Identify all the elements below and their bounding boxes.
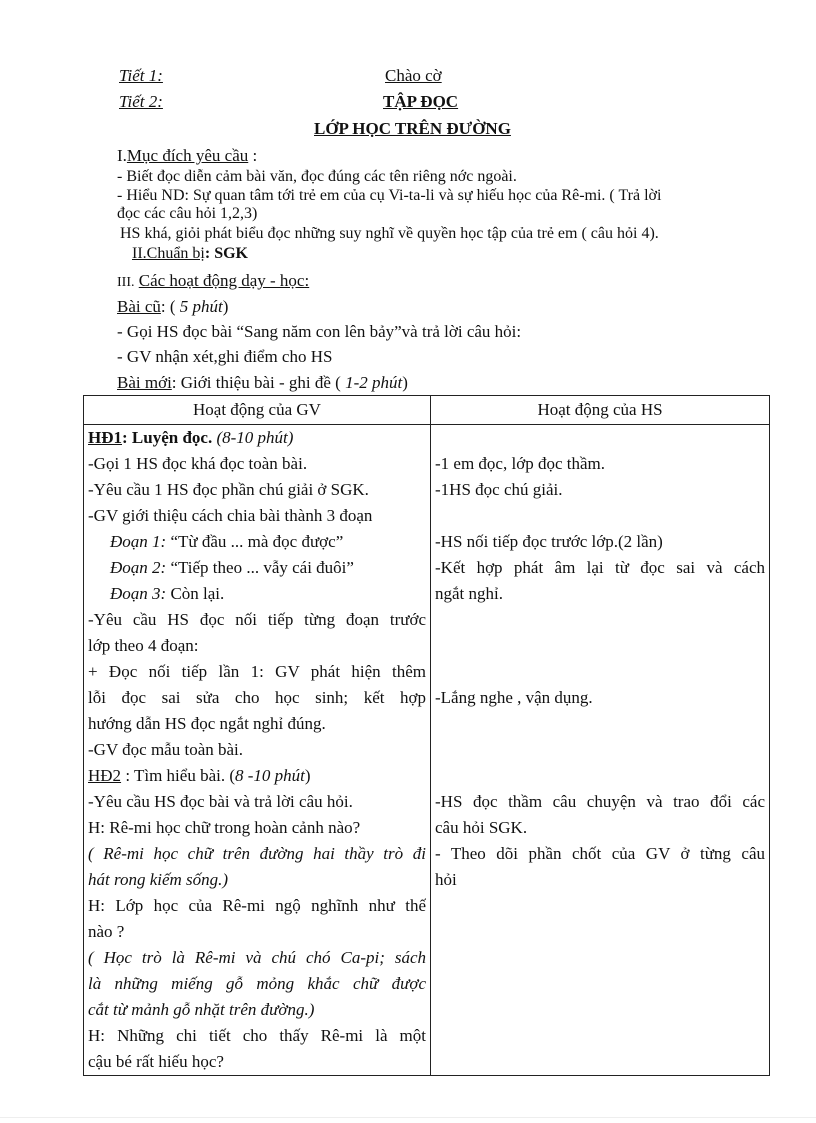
activity-table (83, 395, 770, 1076)
spacer (435, 659, 765, 685)
paragraph-2-label: Đoạn 2: (110, 558, 167, 577)
gv-line: -Yêu cầu HS đọc nối tiếp từng đoạn trước (88, 610, 426, 629)
new-lesson-line (117, 373, 408, 393)
answer-2-line: cắt từ mảnh gỗ nhặt trên đường.) (88, 1000, 315, 1019)
spacer (435, 607, 765, 633)
hd2-text: : Tìm hiểu bài. ( (121, 766, 236, 785)
spacer (435, 425, 765, 451)
hs-line: -Lắng nghe , vận dụng. (435, 688, 593, 707)
col-header-hs: Hoạt động của HS (431, 396, 770, 425)
gv-line: -GV đọc mẫu toàn bài. (88, 740, 244, 759)
goals-line-1: - Biết đọc diễn cảm bài văn, đọc đúng các tên riêng nớc ngoài. (117, 168, 517, 185)
question-1: H: Rê-mi học chữ trong hoàn cảnh nào? (88, 818, 361, 837)
lesson-title: LỚP HỌC TRÊN ĐƯỜNG (314, 119, 511, 138)
gv-line: + Đọc nối tiếp lần 1: GV phát hiện thêm (88, 662, 426, 681)
hs-line: -HS nối tiếp đọc trước lớp.(2 lần) (435, 532, 663, 551)
paragraph-2-line (88, 555, 426, 581)
gv-line: hướng dẫn HS đọc ngắt nghỉ đúng. (88, 714, 326, 733)
period1-label: Tiết 1: (119, 66, 163, 85)
gv-line: -Yêu cầu 1 HS đọc phần chú giải ở SGK. (88, 480, 369, 499)
hd2-time: 8 -10 phút (235, 766, 305, 785)
table-body-row (84, 425, 770, 1076)
old-lesson-time: 5 phút (175, 297, 223, 316)
old-lesson-colon: : ( (160, 297, 176, 316)
activities-num: III. (117, 275, 135, 290)
hs-line: -HS đọc thầm câu chuyện và trao đổi các (435, 792, 765, 811)
paragraph-3-text: Còn lại. (166, 584, 225, 603)
question-2-line: nào ? (88, 922, 125, 941)
gv-column (84, 425, 431, 1076)
activities-heading-text: Các hoạt động dạy - học (138, 271, 305, 290)
answer-1-line: hát rong kiếm sống.) (88, 870, 229, 889)
hs-line: - Theo dõi phần chốt của GV ở từng câu (435, 844, 765, 863)
period2-label: Tiết 2: (119, 92, 163, 111)
col-header-gv: Hoạt động của GV (84, 396, 431, 425)
gv-line: -Gọi 1 HS đọc khá đọc toàn bài. (88, 454, 308, 473)
paragraph-3-label: Đoạn 3: (110, 584, 167, 603)
old-lesson-label: Bài cũ (117, 297, 161, 316)
gv-line: -Yêu cầu HS đọc bài và trả lời câu hỏi. (88, 792, 353, 811)
hd1-line (88, 425, 426, 451)
spacer (435, 503, 765, 529)
answer-1-line: ( Rê-mi học chữ trên đường hai thầy trò đi (88, 844, 426, 863)
hd2-label: HĐ2 (88, 766, 122, 785)
goals-heading-text: Mục đích yêu cầu (126, 146, 249, 165)
activities-colon: : (304, 271, 310, 290)
period1-title: Chào cờ (385, 66, 442, 85)
spacer (435, 711, 765, 737)
activities-heading (117, 271, 309, 291)
goals-heading-num: I. (117, 146, 127, 165)
hd2-line (88, 763, 426, 789)
goals-line-2: - Hiểu ND: Sự quan tâm tới trẻ em của cụ Vi-ta-li và sự hiếu học của Rê-mi. ( Trả lời (117, 187, 662, 204)
hd1-time: (8-10 phút) (212, 428, 294, 447)
old-lesson-line (117, 297, 228, 317)
gv-line: -GV giới thiệu cách chia bài thành 3 đoạn (88, 506, 373, 525)
hs-line: -Kết hợp phát âm lại từ đọc sai và cách (435, 558, 765, 577)
hs-column (431, 425, 770, 1076)
period2-title: TẬP ĐỌC (383, 92, 459, 111)
hd2-close: ) (304, 766, 311, 785)
hs-line: -1 em đọc, lớp đọc thầm. (435, 454, 605, 473)
new-lesson-text: : Giới thiệu bài - ghi đề ( (171, 373, 341, 392)
hd1-label: HĐ1 (88, 428, 122, 447)
goals-line-3: đọc các câu hỏi 1,2,3) (117, 205, 258, 222)
goals-heading (117, 146, 257, 166)
old-lesson-line-1: - Gọi HS đọc bài “Sang năm con lên bảy”và trả lời câu hỏi: (117, 322, 522, 341)
paragraph-1-label: Đoạn 1: (110, 532, 167, 551)
spacer (435, 633, 765, 659)
question-3-line: H: Những chi tiết cho thấy Rê-mi là một (88, 1026, 426, 1045)
hs-line: câu hỏi SGK. (435, 818, 528, 837)
prep-heading: II.Chuẩn bị (132, 245, 205, 262)
hs-line: ngắt nghỉ. (435, 584, 503, 603)
new-lesson-close: ) (402, 373, 408, 392)
hd1-text: : Luyện đọc. (122, 428, 213, 447)
answer-2-line: là những miếng gỗ mỏng khắc chữ được (88, 974, 426, 993)
answer-2-line: ( Học trò là Rê-mi và chú chó Ca-pi; sách (88, 948, 426, 967)
new-lesson-time: 1-2 phút (340, 373, 403, 392)
hs-line: hỏi (435, 870, 457, 889)
paragraph-1-line (88, 529, 426, 555)
question-3-line: cậu bé rất hiếu học? (88, 1052, 224, 1071)
spacer (435, 737, 765, 763)
prep-value: : SGK (204, 245, 248, 262)
page-bottom-divider (0, 1117, 816, 1118)
table-header-row (84, 396, 770, 425)
goals-heading-colon: : (248, 146, 258, 165)
old-lesson-line-2: - GV nhận xét,ghi điểm cho HS (117, 347, 333, 366)
paragraph-1-text: “Từ đầu ... mà đọc được” (166, 532, 344, 551)
gv-line: lỗi đọc sai sửa cho học sinh; kết hợp (88, 688, 426, 707)
prep-line (132, 245, 248, 263)
paragraph-2-text: “Tiếp theo ... vẫy cái đuôi” (166, 558, 354, 577)
new-lesson-label: Bài mới (117, 373, 172, 392)
old-lesson-close: ) (222, 297, 229, 316)
paragraph-3-line (88, 581, 426, 607)
gv-line: lớp theo 4 đoạn: (88, 636, 199, 655)
goals-line-4: HS khá, giỏi phát biểu đọc những suy nghĩ về quyền học tập của trẻ em ( câu hỏi 4). (120, 225, 659, 242)
hs-line: -1HS đọc chú giải. (435, 480, 563, 499)
spacer (435, 763, 765, 789)
question-2-line: H: Lớp học của Rê-mi ngộ nghĩnh như thế (88, 896, 426, 915)
